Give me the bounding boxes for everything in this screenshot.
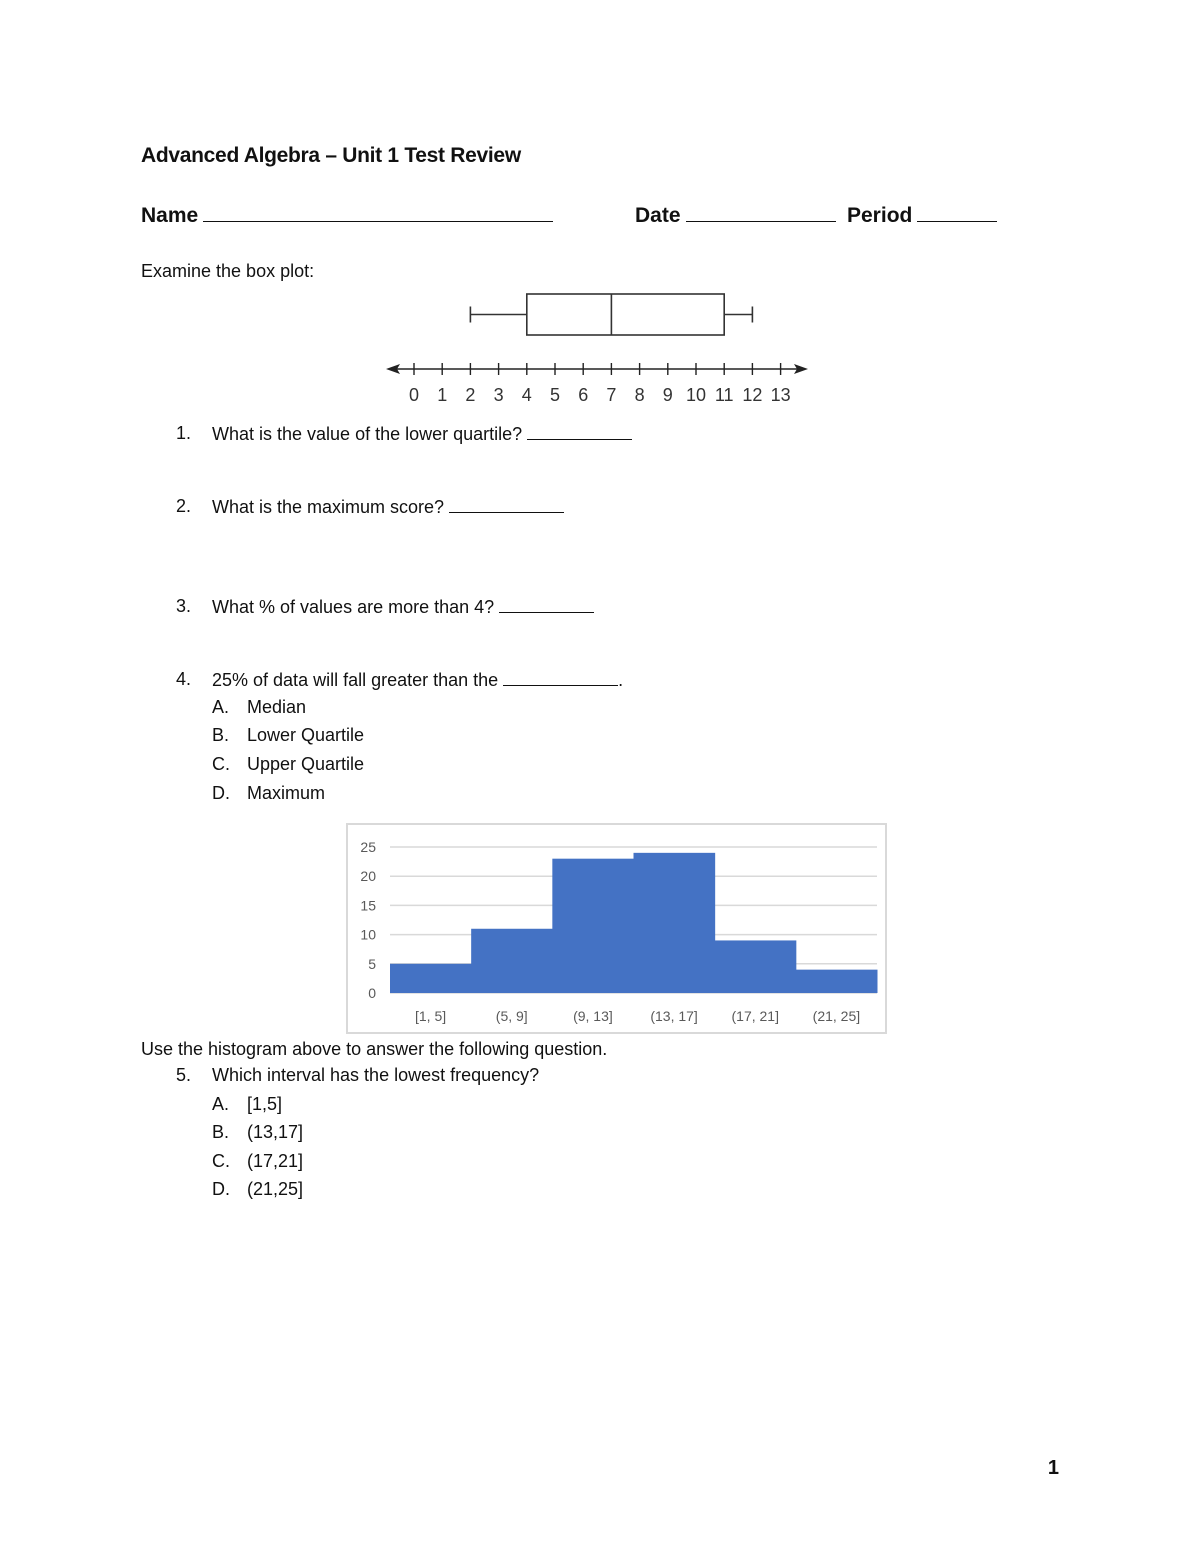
period-field[interactable] bbox=[847, 201, 997, 228]
question-3-number: 3. bbox=[176, 596, 192, 616]
number-line-tick-label: 9 bbox=[662, 385, 673, 405]
histogram-frame bbox=[346, 823, 887, 1034]
number-line-tick-label: 7 bbox=[606, 385, 617, 405]
histogram-x-tick-label: (17, 21] bbox=[731, 1008, 779, 1024]
histogram-y-tick-label: 5 bbox=[368, 955, 376, 972]
q5-option-b-letter: B. bbox=[212, 1122, 230, 1142]
document-title: Advanced Algebra – Unit 1 Test Review bbox=[141, 144, 521, 167]
answer-4-blank[interactable] bbox=[503, 669, 618, 686]
q4-option-c[interactable]: Upper Quartile bbox=[247, 754, 365, 774]
question-4-text: 25% of data will fall greater than the bbox=[212, 670, 499, 690]
histogram-bar bbox=[552, 859, 634, 993]
q4-option-a[interactable]: Median bbox=[247, 697, 307, 717]
histogram-bar bbox=[796, 970, 878, 993]
histogram-y-tick-label: 15 bbox=[360, 897, 376, 914]
q5-option-a-letter: A. bbox=[212, 1094, 230, 1114]
histogram-y-tick-label: 20 bbox=[360, 868, 376, 885]
number-line-tick-label: 11 bbox=[714, 385, 734, 405]
name-field[interactable] bbox=[141, 201, 553, 228]
number-line-tick-label: 10 bbox=[685, 385, 707, 405]
q5-option-d-letter: D. bbox=[212, 1179, 230, 1199]
number-line-tick-label: 8 bbox=[634, 385, 645, 405]
boxplot-prompt: Examine the box plot: bbox=[141, 261, 315, 281]
histogram-y-tick-label: 0 bbox=[368, 985, 376, 1001]
histogram-bar bbox=[471, 929, 553, 993]
name-blank[interactable] bbox=[203, 201, 553, 222]
question-4 bbox=[212, 669, 623, 691]
question-2-number: 2. bbox=[176, 496, 192, 516]
histogram-y-tick-label: 10 bbox=[360, 926, 376, 943]
number-line-tick-label: 2 bbox=[465, 385, 476, 405]
answer-1-blank[interactable] bbox=[527, 423, 632, 440]
question-3 bbox=[212, 596, 594, 618]
number-line-tick-label: 4 bbox=[521, 385, 532, 405]
question-1-text: What is the value of the lower quartile? bbox=[212, 424, 523, 444]
q4-option-a-letter: A. bbox=[212, 697, 230, 717]
histogram-prompt: Use the histogram above to answer the following question. bbox=[141, 1039, 608, 1059]
q4-option-c-letter: C. bbox=[212, 754, 230, 774]
answer-3-blank[interactable] bbox=[499, 596, 594, 613]
number-line-tick-label: 13 bbox=[770, 385, 791, 405]
q5-option-d[interactable]: (21,25] bbox=[247, 1179, 304, 1199]
histogram-bar bbox=[715, 940, 797, 993]
q5-option-a[interactable]: [1,5] bbox=[247, 1094, 283, 1114]
question-5-number: 5. bbox=[176, 1065, 192, 1085]
name-label: Name bbox=[141, 204, 199, 227]
q4-option-b-letter: B. bbox=[212, 725, 230, 745]
question-5-text: Which interval has the lowest frequency? bbox=[212, 1065, 540, 1085]
date-label: Date bbox=[635, 204, 681, 227]
answer-2-blank[interactable] bbox=[449, 496, 564, 513]
histogram-bar bbox=[634, 853, 716, 993]
date-field[interactable] bbox=[635, 201, 836, 228]
q5-option-c-letter: C. bbox=[212, 1151, 230, 1171]
histogram-x-tick-label: [1, 5] bbox=[415, 1008, 447, 1024]
histogram-bar bbox=[390, 964, 472, 993]
number-line-tick-label: 3 bbox=[493, 385, 504, 405]
question-3-text: What % of values are more than 4? bbox=[212, 597, 495, 617]
number-line-tick-label: 5 bbox=[549, 385, 561, 405]
question-2 bbox=[212, 496, 564, 518]
question-4-number: 4. bbox=[176, 669, 192, 689]
q5-option-c[interactable]: (17,21] bbox=[247, 1151, 304, 1171]
date-blank[interactable] bbox=[686, 201, 836, 222]
q4-option-d-letter: D. bbox=[212, 783, 230, 803]
histogram-y-tick-label: 25 bbox=[360, 839, 376, 855]
question-1-number: 1. bbox=[176, 423, 192, 443]
number-line-tick-label: 1 bbox=[437, 385, 448, 405]
number-line-tick-label: 12 bbox=[742, 385, 763, 405]
number-line-tick-label: 6 bbox=[578, 385, 589, 405]
question-1 bbox=[212, 423, 632, 445]
quartile-box bbox=[527, 294, 724, 335]
histogram-x-tick-label: (21, 25] bbox=[812, 1008, 861, 1024]
q4-option-d[interactable]: Maximum bbox=[247, 783, 326, 803]
histogram-x-tick-label: (9, 13] bbox=[573, 1008, 613, 1024]
histogram-x-tick-label: (5, 9] bbox=[495, 1008, 528, 1024]
q5-option-b[interactable]: (13,17] bbox=[247, 1122, 304, 1142]
number-line-tick-label: 0 bbox=[408, 385, 420, 405]
box-plot-chart bbox=[380, 285, 820, 410]
page-number: 1 bbox=[1047, 1457, 1059, 1479]
q4-option-b[interactable]: Lower Quartile bbox=[247, 725, 365, 745]
period-label: Period bbox=[847, 204, 913, 227]
histogram-x-tick-label: (13, 17] bbox=[650, 1008, 698, 1024]
period-blank[interactable] bbox=[917, 201, 997, 222]
question-4-suffix: . bbox=[618, 670, 624, 690]
histogram-chart bbox=[348, 825, 885, 1032]
question-2-text: What is the maximum score? bbox=[212, 497, 445, 517]
